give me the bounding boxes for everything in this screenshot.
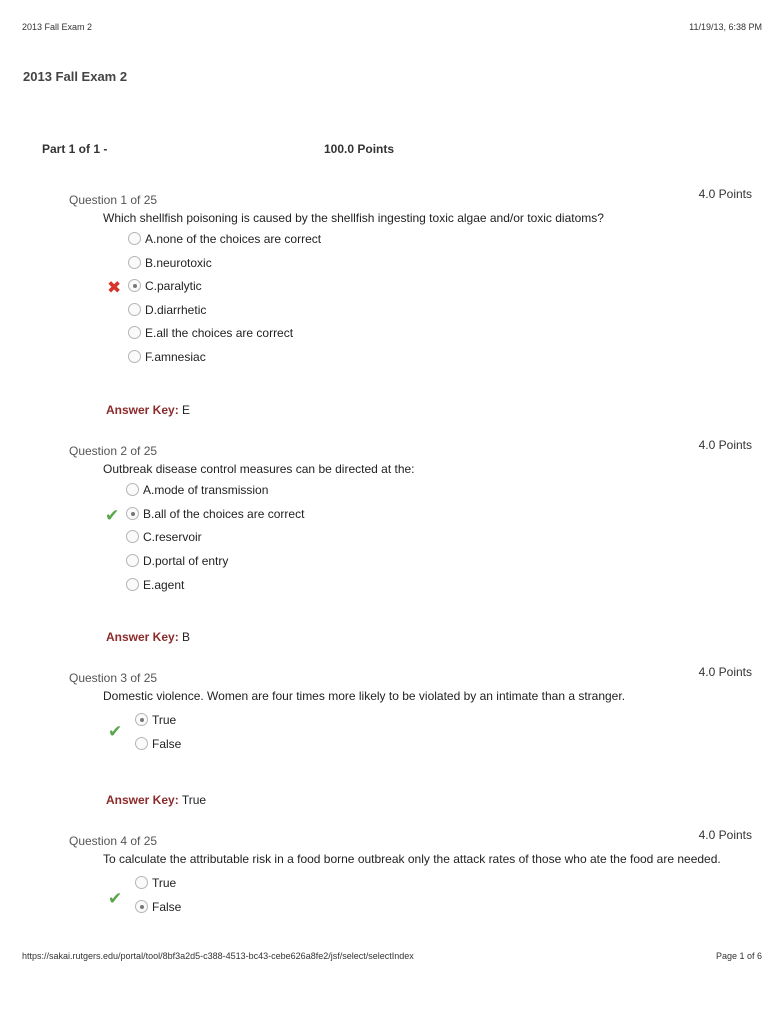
choice-a[interactable] <box>128 232 321 250</box>
question-number: Question 4 of 25 <box>69 834 158 848</box>
answer-key-label: Answer Key: <box>106 793 179 807</box>
choice-b[interactable] <box>126 507 304 525</box>
choice-e[interactable] <box>126 578 184 596</box>
question-text: Which shellfish poisoning is caused by the shellfish ingesting toxic algae and/or toxic diatoms? <box>103 211 604 225</box>
answer-key-value: E <box>182 403 191 417</box>
correct-check-icon: ✔ <box>108 889 123 908</box>
question-points: 4.0 Points <box>698 187 752 201</box>
question-text: Outbreak disease control measures can be directed at the: <box>103 462 415 476</box>
radio-button[interactable] <box>126 483 139 496</box>
part-points: 100.0 Points <box>324 142 395 156</box>
choice-d[interactable] <box>126 554 228 572</box>
choice-label: A.none of the choices are correct <box>145 232 322 246</box>
choice-label: B.neurotoxic <box>145 256 212 270</box>
choice-label: C.paralytic <box>145 279 202 293</box>
radio-button[interactable] <box>126 530 139 543</box>
answer-key-label: Answer Key: <box>106 630 179 644</box>
answer-key <box>106 793 206 807</box>
choice-label: D.diarrhetic <box>145 303 207 317</box>
choice-label: B.all of the choices are correct <box>143 507 305 521</box>
print-header-title: 2013 Fall Exam 2 <box>22 22 93 32</box>
answer-key-value: True <box>181 793 207 807</box>
question-points: 4.0 Points <box>698 665 752 679</box>
part-title: Part 1 of 1 - <box>42 142 108 156</box>
page-title: 2013 Fall Exam 2 <box>23 69 128 84</box>
question-number: Question 1 of 25 <box>69 193 158 207</box>
answer-key <box>106 403 190 417</box>
question-text: Domestic violence. Women are four times more likely to be violated by an intimate than a stranger. <box>103 689 626 703</box>
radio-button[interactable] <box>128 350 141 363</box>
print-header-datetime: 11/19/13, 6:38 PM <box>689 22 762 32</box>
choice-c[interactable] <box>126 530 202 548</box>
choice-false[interactable] <box>135 737 181 755</box>
radio-button[interactable] <box>128 232 141 245</box>
radio-button[interactable] <box>128 303 141 316</box>
radio-button-selected[interactable] <box>126 507 139 520</box>
choice-label: A.mode of transmission <box>143 483 269 497</box>
choice-b[interactable] <box>128 256 212 274</box>
choice-label: C.reservoir <box>143 530 202 544</box>
choice-label: F.amnesiac <box>145 350 206 364</box>
question-points: 4.0 Points <box>698 828 752 842</box>
question-number: Question 3 of 25 <box>69 671 158 685</box>
choice-c[interactable] <box>128 279 202 297</box>
choice-label: False <box>152 737 182 751</box>
choice-label: E.all the choices are correct <box>145 326 294 340</box>
choice-label: True <box>152 713 177 727</box>
radio-button[interactable] <box>126 578 139 591</box>
page-url: https://sakai.rutgers.edu/portal/tool/8bf3a2d5-c388-4513-bc43-cebe626a8fe2/jsf/select/selectIndex <box>22 951 414 961</box>
answer-key-label: Answer Key: <box>106 403 179 417</box>
print-header <box>22 22 762 36</box>
choice-label: E.agent <box>143 578 185 592</box>
choice-label: True <box>152 876 177 890</box>
radio-button-selected[interactable] <box>135 900 148 913</box>
question-points: 4.0 Points <box>698 438 752 452</box>
choice-d[interactable] <box>128 303 206 321</box>
radio-button[interactable] <box>126 554 139 567</box>
choice-true[interactable] <box>135 713 176 731</box>
print-footer <box>22 951 762 965</box>
page-number: Page 1 of 6 <box>715 951 762 961</box>
choice-label: D.portal of entry <box>143 554 229 568</box>
radio-button[interactable] <box>135 737 148 750</box>
correct-check-icon: ✔ <box>105 506 120 525</box>
question-text: To calculate the attributable risk in a food borne outbreak only the attack rates of those who ate the food are needed. <box>103 852 721 866</box>
answer-key <box>106 630 190 644</box>
choice-false[interactable] <box>135 900 181 918</box>
choice-f[interactable] <box>128 350 206 368</box>
choice-e[interactable] <box>128 326 293 344</box>
radio-button-selected[interactable] <box>135 713 148 726</box>
radio-button[interactable] <box>135 876 148 889</box>
radio-button[interactable] <box>128 326 141 339</box>
choice-a[interactable] <box>126 483 268 501</box>
correct-check-icon: ✔ <box>108 722 123 741</box>
wrong-icon: ✖ <box>107 278 122 297</box>
question-number: Question 2 of 25 <box>69 444 158 458</box>
radio-button[interactable] <box>128 256 141 269</box>
radio-button-selected[interactable] <box>128 279 141 292</box>
choice-true[interactable] <box>135 876 176 894</box>
choice-label: False <box>152 900 182 914</box>
answer-key-value: B <box>182 630 191 644</box>
